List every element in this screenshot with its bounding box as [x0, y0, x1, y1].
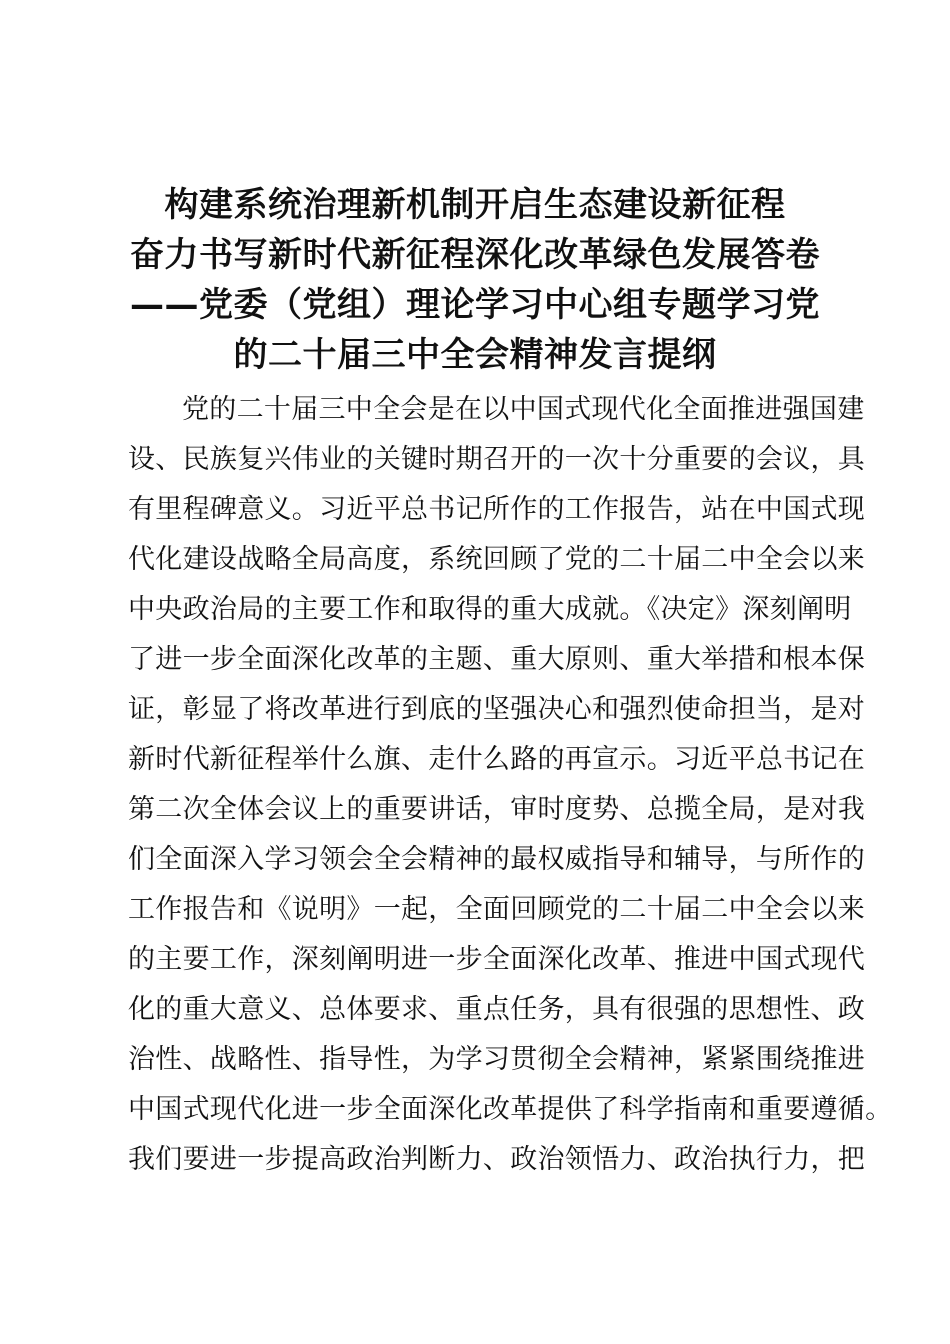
body-line: 我们要进一步提高政治判断力、政治领悟力、政治执行力，把: [128, 1144, 866, 1175]
body-line: 中国式现代化进一步全面深化改革提供了科学指南和重要遵循。: [128, 1094, 893, 1125]
body-line: 化的重大意义、总体要求、重点任务，具有很强的思想性、政: [128, 994, 866, 1025]
document-title: [120, 180, 830, 380]
body-line: 中央政治局的主要工作和取得的重大成就。《决定》深刻阐明: [128, 594, 852, 625]
title-line-2: 奋力书写新时代新征程深化改革绿色发展答卷: [130, 235, 820, 275]
body-line: 治性、战略性、指导性，为学习贯彻全会精神，紧紧围绕推进: [128, 1044, 866, 1075]
document-body: [128, 385, 893, 1185]
body-line: 代化建设战略全局高度，系统回顾了党的二十届二中全会以来: [128, 544, 866, 575]
body-line: 了进一步全面深化改革的主题、重大原则、重大举措和根本保: [128, 644, 866, 675]
title-line-4: 的二十届三中全会精神发言提纲: [233, 335, 717, 375]
body-line: 有里程碑意义。习近平总书记所作的工作报告，站在中国式现: [128, 494, 866, 525]
title-line-1: 构建系统治理新机制开启生态建设新征程: [164, 185, 786, 225]
body-line: 新时代新征程举什么旗、走什么路的再宣示。习近平总书记在: [128, 744, 866, 775]
body-line: 第二次全体会议上的重要讲话，审时度势、总揽全局，是对我: [128, 794, 866, 825]
body-line: 工作报告和《说明》一起，全面回顾党的二十届二中全会以来: [128, 894, 866, 925]
title-line-3: ——党委（党组）理论学习中心组专题学习党: [130, 285, 820, 325]
body-line: 的主要工作，深刻阐明进一步全面深化改革、推进中国式现代: [128, 944, 866, 975]
body-line: 设、民族复兴伟业的关键时期召开的一次十分重要的会议，具: [128, 444, 866, 475]
body-line: 党的二十届三中全会是在以中国式现代化全面推进强国建: [182, 394, 865, 425]
body-line: 证，彰显了将改革进行到底的坚强决心和强烈使命担当，是对: [128, 694, 866, 725]
body-line: 们全面深入学习领会全会精神的最权威指导和辅导，与所作的: [128, 844, 866, 875]
